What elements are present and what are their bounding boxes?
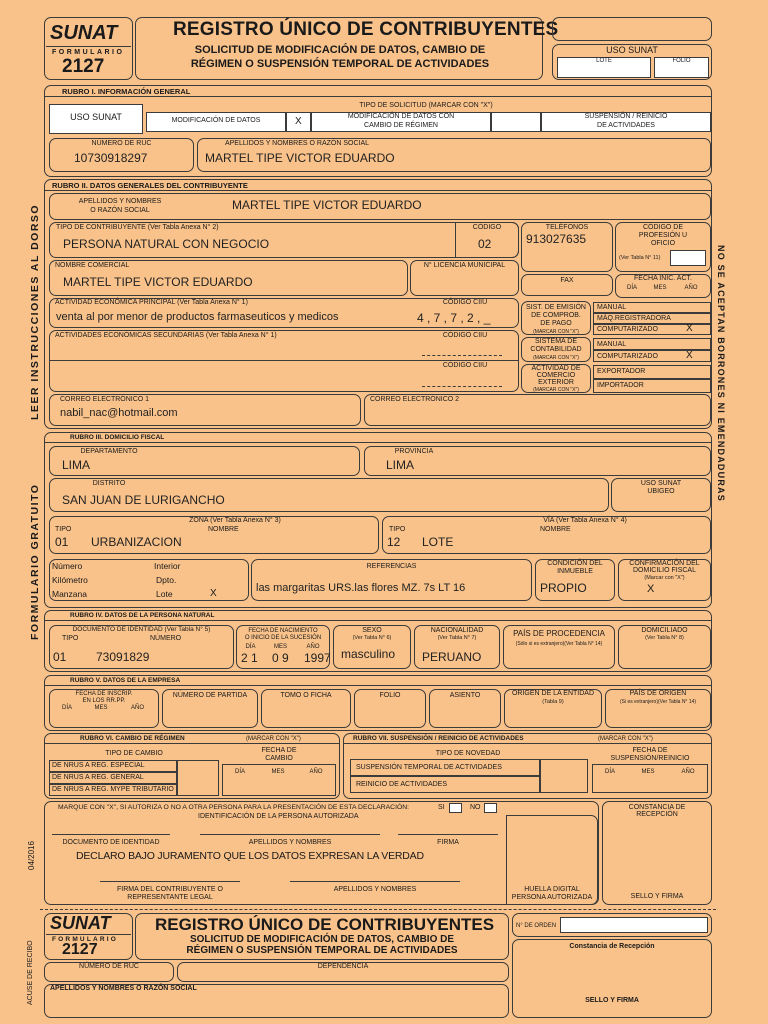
- zona-tipo-value: 01: [55, 535, 69, 549]
- acuse-orden-label: N° DE ORDEN: [516, 923, 557, 929]
- sist-emision-computarizado-label: COMPUTARIZADO: [597, 326, 658, 333]
- folio-label: FOLIO: [672, 58, 691, 64]
- apellidos-label-2: O RAZÓN SOCIAL: [90, 207, 150, 214]
- tipo-cambio-label: TIPO DE CAMBIO: [105, 750, 163, 757]
- tipo-solicitud-label: TIPO DE SOLICITUD (MARCAR CON "X"): [359, 102, 493, 109]
- fax-label: FAX: [560, 277, 574, 284]
- ruc-label: NÚMERO DE RUC: [91, 140, 152, 147]
- actividades-secundarias-label: ACTIVIDADES ECONÓMICAS SECUNDARIAS (Ver Tabla Anexa N° 1): [55, 332, 277, 339]
- confirmacion-label-2: DOMICILIO FISCAL: [632, 567, 696, 574]
- declaro-text: DECLARO BAJO JURAMENTO QUE LOS DATOS EXPRESAN LA VERDAD: [76, 850, 424, 862]
- provincia-value: LIMA: [386, 458, 415, 472]
- form-label: FORMULARIO: [52, 49, 125, 56]
- acuse-dependencia-label: DEPENDENCIA: [317, 963, 369, 970]
- uso-sunat-header-label: USO SUNAT: [606, 45, 658, 55]
- doc-numero-value: 73091829: [96, 650, 150, 664]
- distrito-value: SAN JUAN DE LURIGANCHO: [62, 493, 225, 507]
- via-nombre-label: NOMBRE: [540, 526, 571, 533]
- opt-modificacion-datos-mark: X: [295, 116, 302, 127]
- via-tipo-label: TIPO: [389, 526, 406, 533]
- firma-auth-label: FIRMA: [437, 839, 459, 846]
- zona-tipo-label: TIPO: [55, 526, 72, 533]
- cambio-row-2-label: DE NRUS A REG. GENERAL: [52, 774, 144, 781]
- sist-contab-manual-label: MANUAL: [597, 341, 627, 348]
- fecha-inscrip-label-2: EN LOS RR.PP.: [82, 698, 126, 704]
- zona-label: ZONA (Ver Tabla Anexa N° 3): [189, 517, 281, 524]
- rubro3-title: RUBRO III. DOMICILIO FISCAL: [70, 434, 165, 441]
- side-text-gratuito: FORMULARIO GRATUITO: [29, 483, 41, 640]
- confirmacion-mark: X: [647, 583, 655, 595]
- telefono-value: 913027635: [526, 232, 587, 246]
- departamento-value: LIMA: [62, 458, 91, 472]
- fecha-suspension-label-2: SUSPENSIÓN/REINICIO: [610, 755, 690, 762]
- fecha-inic-label: FECHA INIC. ACT.: [634, 275, 692, 282]
- razon-social-label: APELLIDOS Y NOMBRES O RAZÓN SOCIAL: [224, 140, 370, 147]
- profesion-tabla: (Ver Tabla N° 11): [619, 255, 661, 261]
- sist-contab-computarizado-mark: X: [686, 350, 693, 361]
- fecha-cambio-dia: DÍA: [234, 769, 245, 775]
- sexo-tabla: (Ver Tabla N° 6): [352, 635, 392, 641]
- rubro4-divider: [44, 620, 712, 621]
- ciiu-value: 4 , 7 , 7 , 2 , _: [417, 311, 491, 325]
- ubigeo-uso-label: USO SUNAT: [640, 480, 682, 487]
- sist-emision-label-1: SIST. DE EMISIÓN: [526, 304, 586, 311]
- sist-emision-computarizado-mark: X: [686, 323, 693, 334]
- referencias-label: REFERENCIAS: [366, 563, 417, 570]
- comercio-marcar: (MARCAR CON "X"): [533, 387, 579, 393]
- cambio-row-3-label: DE NRUS A REG. MYPE TRIBUTARIO: [52, 786, 174, 793]
- asiento-label: ASIENTO: [449, 692, 481, 699]
- comercio-label-1: ACTIVIDAD DE: [531, 365, 581, 372]
- zona-nombre-label: NOMBRE: [208, 526, 239, 533]
- domiciliado-tabla: (Ver Tabla N° 8): [645, 635, 684, 641]
- fecha-suspension-mes: MES: [641, 769, 655, 775]
- opt-cambio-regimen-label-2: CAMBIO DE RÉGIMEN: [364, 122, 438, 129]
- side-text-borrones: NO SE ACEPTAN BORRONES NI EMENDADURAS: [716, 245, 726, 502]
- autoriza-si-label: SI: [438, 804, 445, 811]
- opt-cambio-regimen-label-1: MODIFICACIÓN DE DATOS CON: [347, 113, 455, 120]
- opt-cambio-regimen-check[interactable]: [491, 112, 541, 132]
- fecha-inic-mes: MES: [653, 285, 667, 291]
- fecha-inic-anio: AÑO: [684, 285, 698, 291]
- form-subtitle-1: SOLICITUD DE MODIFICACIÓN DE DATOS, CAMBIO DE: [194, 44, 486, 56]
- apellidos-line: [200, 834, 380, 835]
- novedad-row-1-label: SUSPENSIÓN TEMPORAL DE ACTIVIDADES: [356, 764, 502, 771]
- rubro6-title: RUBRO VI. CAMBIO DE RÉGIMEN: [80, 735, 185, 742]
- correo1-value: nabil_nac@hotmail.com: [60, 407, 178, 419]
- comercio-importador-label: IMPORTADOR: [597, 382, 644, 389]
- brand-divider: [46, 46, 131, 47]
- fecha-suspension-label-1: FECHA DE: [632, 747, 668, 754]
- doc-identidad-auth-label: DOCUMENTO DE IDENTIDAD: [62, 839, 160, 846]
- rubro6-divider: [44, 743, 340, 744]
- fecha-inscrip-mes: MES: [94, 705, 108, 711]
- lote-label: LOTE: [596, 58, 612, 64]
- rubro7-marcar: (MARCAR CON "X"): [598, 736, 653, 742]
- actividad-principal-value: venta al por menor de productos farmaseuticos y medicos: [56, 311, 339, 323]
- fecha-inscrip-dia: DÍA: [61, 705, 72, 711]
- rubro1-uso-sunat-label: USO SUNAT: [70, 112, 122, 122]
- sunat-brand: SUNAT: [50, 22, 118, 44]
- acuse-brand-divider: [46, 934, 131, 935]
- constancia-label-1: CONSTANCIA DE: [628, 804, 686, 811]
- apellidos-auth-label: APELLIDOS Y NOMBRES: [248, 839, 332, 846]
- correo1-label: CORREO ELECTRÓNICO 1: [60, 396, 150, 403]
- fecha-inic-dia: DÍA: [626, 285, 637, 291]
- constancia-sello-label: SELLO Y FIRMA: [630, 893, 684, 900]
- acuse-ruc-label: NÚMERO DE RUC: [79, 963, 139, 970]
- comercio-label-3: EXTERIOR: [538, 379, 574, 386]
- huella-label-2: PERSONA AUTORIZADA: [511, 894, 593, 901]
- rubro7-divider: [343, 743, 712, 744]
- ubigeo-label: UBIGEO: [647, 488, 675, 495]
- novedad-row-2-label: REINICIO DE ACTIVIDADES: [356, 781, 448, 788]
- fecha-cambio-mes: MES: [271, 769, 285, 775]
- firma-contribuyente-label-1: FIRMA DEL CONTRIBUYENTE O: [117, 886, 223, 893]
- origen-label: ORIGEN DE LA ENTIDAD: [511, 690, 595, 697]
- side-text-instrucciones: LEER INSTRUCCIONES AL DORSO: [29, 203, 41, 420]
- kilometro-label: Kilómetro: [52, 575, 88, 585]
- fecha-nac-mes: 0 9: [272, 651, 289, 665]
- dpto-label: Dpto.: [156, 575, 177, 585]
- doc-tipo-label: TIPO: [62, 635, 79, 642]
- acuse-subtitle-1: SOLICITUD DE MODIFICACIÓN DE DATOS, CAMBIO DE: [189, 934, 455, 945]
- sist-emision-label-3: DE PAGO: [540, 320, 572, 327]
- form-number: 2127: [62, 56, 105, 77]
- via-nombre-value: LOTE: [422, 535, 454, 549]
- cut-line: [40, 909, 716, 910]
- condicion-value: PROPIO: [540, 581, 587, 595]
- doc-identidad-line: [52, 834, 170, 835]
- sist-emision-maq-label: MÁQ.REGISTRADORA: [597, 315, 671, 322]
- lote-block-label: Lote: [156, 589, 173, 599]
- sist-emision-manual-label: MANUAL: [597, 304, 627, 311]
- comercio-exportador-label: EXPORTADOR: [597, 368, 646, 375]
- codigo-contribuyente-label: CÓDIGO: [472, 224, 502, 231]
- tipo-novedad-label: TIPO DE NOVEDAD: [435, 750, 501, 757]
- apellidos-value: MARTEL TIPE VICTOR EDUARDO: [232, 198, 422, 212]
- rubro1-divider: [44, 96, 712, 97]
- licencia-label: N° LICENCIA MUNICIPAL: [423, 262, 506, 269]
- autoriza-si-checkbox[interactable]: [449, 803, 462, 813]
- origen-tabla: (Tabla 9): [542, 699, 564, 705]
- form-title: REGISTRO ÚNICO DE CONTRIBUYENTES: [173, 19, 559, 40]
- doc-identidad-label: DOCUMENTO DE IDENTIDAD (Ver Tabla N° 5): [72, 626, 211, 633]
- nacionalidad-tabla: (Ver Tabla N° 7): [437, 635, 477, 641]
- rubro5-title: RUBRO V. DATOS DE LA EMPRESA: [70, 677, 181, 684]
- profesion-label-2: PROFESIÓN U: [638, 232, 688, 239]
- constancia-label-2: RECEPCIÓN: [636, 811, 678, 818]
- profesion-code-cell[interactable]: [670, 250, 706, 266]
- pais-origen-label: PAÍS DE ORIGEN: [629, 690, 687, 697]
- autoriza-no-checkbox[interactable]: [484, 803, 497, 813]
- fecha-nac-dia-label: DÍA: [245, 644, 256, 650]
- opt-modificacion-datos-label: MODIFICACIÓN DE DATOS: [171, 117, 261, 124]
- ciiu-dash-3: [422, 386, 502, 387]
- departamento-label: DEPARTAMENTO: [80, 448, 138, 455]
- acuse-subtitle-2: RÉGIMEN O SUSPENSIÓN TEMPORAL DE ACTIVIDADES: [186, 945, 458, 956]
- folio-empresa-label: FOLIO: [379, 692, 401, 699]
- acuse-form-label: FORMULARIO: [52, 936, 119, 943]
- confirmacion-marcar: (Marcar con "X"): [644, 575, 685, 581]
- ruc-value: 10730918297: [74, 151, 148, 165]
- acuse-form-number: 2127: [62, 941, 98, 958]
- manzana-label: Manzana: [52, 589, 87, 599]
- acuse-title: REGISTRO ÚNICO DE CONTRIBUYENTES: [155, 915, 495, 934]
- confirmacion-label-1: CONFIRMACIÓN DEL: [629, 560, 700, 567]
- condicion-label-1: CONDICIÓN DEL: [547, 560, 603, 567]
- rubro3-divider: [44, 442, 712, 443]
- sist-emision-label-2: DE COMPROB.: [531, 312, 581, 319]
- rubro2-divider: [44, 190, 712, 191]
- rubro4-title: RUBRO IV. DATOS DE LA PERSONA NATURAL: [70, 612, 215, 619]
- fecha-suspension-dia: DÍA: [604, 769, 615, 775]
- form-subtitle-2: RÉGIMEN O SUSPENSIÓN TEMPORAL DE ACTIVIDADES: [190, 58, 490, 70]
- sist-contab-label-2: CONTABILIDAD: [530, 346, 582, 353]
- pais-procedencia-label: PAÍS DE PROCEDENCIA: [513, 629, 605, 638]
- sist-contab-computarizado-label: COMPUTARIZADO: [597, 353, 658, 360]
- interior-label: Interior: [154, 561, 181, 571]
- rubro6-marcar: (MARCAR CON "X"): [246, 736, 301, 742]
- acuse-brand: SUNAT: [50, 913, 111, 933]
- fecha-inscrip-label-1: FECHA DE INSCRIP.: [75, 691, 133, 697]
- razon-social-value: MARTEL TIPE VICTOR EDUARDO: [205, 151, 395, 165]
- sexo-value: masculino: [341, 647, 396, 661]
- acuse-sello-label: SELLO Y FIRMA: [585, 997, 639, 1004]
- fecha-nac-label-1: FECHA DE NACIMIENTO: [248, 628, 318, 634]
- nombre-comercial-value: MARTEL TIPE VICTOR EDUARDO: [63, 275, 253, 289]
- fecha-inscrip-anio: AÑO: [130, 705, 144, 711]
- rubro2-title: RUBRO II. DATOS GENERALES DEL CONTRIBUYENTE: [52, 181, 248, 190]
- nacionalidad-value: PERUANO: [422, 650, 482, 664]
- tomo-label: TOMO O FICHA: [280, 692, 332, 699]
- actividad-principal-label: ACTIVIDAD ECONÓMICA PRINCIPAL (Ver Tabla Anexa N° 1): [55, 299, 248, 306]
- opt-suspension-label-2: DE ACTIVIDADES: [597, 122, 655, 129]
- fecha-nac-anio: 1997: [304, 651, 331, 665]
- autoriza-text: MARQUE CON "X", SI AUTORIZA O NO A OTRA PERSONA PARA LA PRESENTACIÓN DE ESTA DECLARACIÓN:: [58, 804, 410, 811]
- via-tipo-value: 12: [387, 535, 401, 549]
- pais-origen-tabla: (Si es extranjero)(Ver Tabla N° 14): [619, 699, 697, 705]
- rubro7-title: RUBRO VII. SUSPENSIÓN / REINICIO DE ACTIVIDADES: [353, 735, 524, 742]
- top-right-box: [552, 17, 712, 41]
- condicion-label-2: INMUEBLE: [557, 568, 593, 575]
- novedad-check-col[interactable]: [540, 759, 588, 793]
- provincia-label: PROVINCIA: [394, 448, 434, 455]
- lote-block-mark: X: [210, 588, 217, 599]
- firma-line: [398, 834, 498, 835]
- identificacion-label: IDENTIFICACIÓN DE LA PERSONA AUTORIZADA: [198, 813, 359, 820]
- fecha-nac-mes-label: MES: [273, 644, 287, 650]
- acuse-constancia-label: Constancia de Recepción: [569, 943, 655, 950]
- ciiu-label-2: CÓDIGO CIIU: [442, 332, 488, 339]
- fecha-cambio-anio: AÑO: [309, 769, 323, 775]
- via-label: VÍA (Ver Tabla Anexa N° 4): [543, 517, 627, 524]
- doc-numero-label: NÚMERO: [150, 635, 182, 642]
- fecha-nac-anio-label: AÑO: [306, 644, 320, 650]
- opt-suspension-label-1: SUSPENSIÓN / REINICIO: [584, 113, 668, 120]
- referencias-value: las margaritas URS.las flores MZ. 7s LT 16: [256, 582, 466, 594]
- ciiu-dash-2: [422, 355, 502, 356]
- acuse-apellidos-label: APELLIDOS Y NOMBRES O RAZÓN SOCIAL: [50, 985, 197, 992]
- fecha-suspension-anio: AÑO: [681, 769, 695, 775]
- rubro1-title: RUBRO I. INFORMACIÓN GENERAL: [62, 87, 191, 96]
- fecha-nac-dia: 2 1: [241, 651, 258, 665]
- tipo-contribuyente-label: TIPO DE CONTRIBUYENTE (Ver Tabla Anexa N° 2): [56, 224, 219, 231]
- domiciliado-label: DOMICILIADO: [641, 627, 688, 634]
- telefonos-label: TELÉFONOS: [545, 224, 589, 231]
- apellidos-label-1: APELLIDOS Y NOMBRES: [78, 198, 162, 205]
- partida-label: NÚMERO DE PARTIDA: [172, 692, 248, 699]
- side-text-date: 04/2016: [27, 841, 36, 870]
- apellidos-contribuyente-line: [290, 881, 460, 882]
- tipo-contribuyente-value: PERSONA NATURAL CON NEGOCIO: [63, 237, 270, 251]
- autoriza-no-label: NO: [470, 804, 481, 811]
- ciiu-label-1: CÓDIGO CIIU: [442, 299, 488, 306]
- correo2-label: CORREO ELECTRÓNICO 2: [370, 396, 460, 403]
- fecha-nac-label-2: O INICIO DE LA SUCESIÓN: [244, 635, 322, 641]
- numero-label: Número: [52, 561, 83, 571]
- sist-contab-label-1: SISTEMA DE: [534, 338, 577, 345]
- rubro5-divider: [44, 685, 712, 686]
- codigo-contribuyente-value: 02: [478, 237, 492, 251]
- nombre-comercial-label: NOMBRE COMERCIAL: [55, 262, 130, 269]
- sist-emision-marcar: (MARCAR CON "X"): [533, 329, 579, 335]
- profesion-label-1: CÓDIGO DE: [642, 224, 684, 231]
- act-sec-divider: [49, 360, 519, 361]
- huella-label-1: HUELLA DIGITAL: [524, 886, 580, 893]
- profesion-label-3: OFICIO: [650, 240, 676, 247]
- cambio-check-col[interactable]: [177, 760, 219, 796]
- fecha-cambio-label-2: CAMBIO: [265, 755, 293, 762]
- zona-nombre-value: URBANIZACION: [91, 535, 182, 549]
- side-text-acuse: ACUSE DE RECIBO: [27, 940, 34, 1005]
- sexo-label: SEXO: [362, 627, 382, 634]
- pais-procedencia-tabla: (Sólo si es extranjero)(Ver Tabla N° 14): [515, 641, 603, 647]
- apellidos-contribuyente-label: APELLIDOS Y NOMBRES: [333, 886, 417, 893]
- nacionalidad-label: NACIONALIDAD: [430, 627, 484, 634]
- firma-contribuyente-line: [100, 881, 240, 882]
- cambio-row-1-label: DE NRUS A REG. ESPECIAL: [52, 762, 145, 769]
- fecha-cambio-label-1: FECHA DE: [261, 747, 297, 754]
- firma-contribuyente-label-2: REPRESENTANTE LEGAL: [127, 894, 213, 901]
- acuse-orden-field[interactable]: [560, 917, 708, 933]
- distrito-label: DISTRITO: [92, 480, 126, 487]
- ciiu-label-3: CÓDIGO CIIU: [442, 362, 488, 369]
- sist-contab-marcar: (MARCAR CON "X"): [533, 355, 579, 361]
- comercio-label-2: COMERCIO: [536, 372, 576, 379]
- doc-tipo-value: 01: [53, 650, 67, 664]
